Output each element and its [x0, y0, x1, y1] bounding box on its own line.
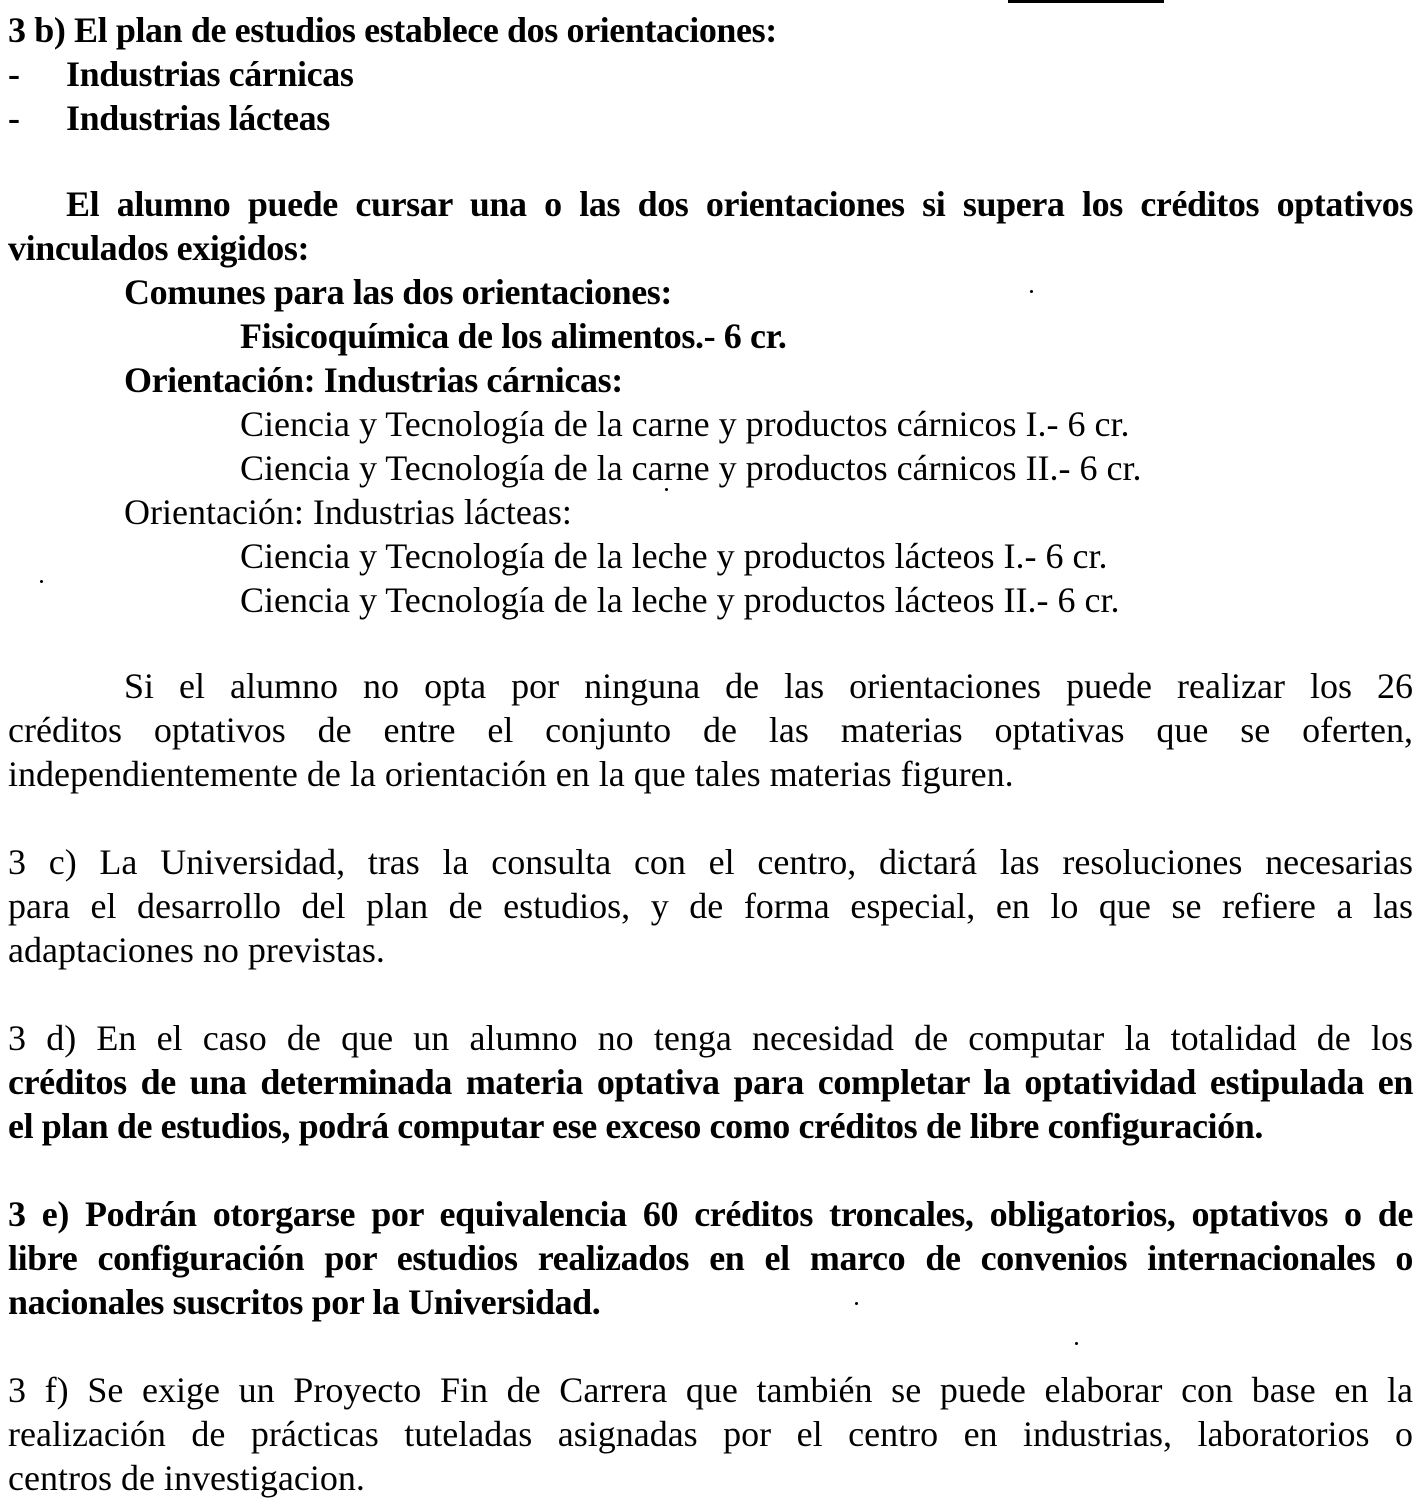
paragraph-line: independientemente de la orientación en la que tales materias figuren.: [8, 754, 1014, 794]
group-item: Fisicoquímica de los alimentos.- 6 cr.: [240, 316, 787, 356]
bullet-marker: -: [8, 54, 20, 94]
section-3e-line: 3 e) Podrán otorgarse por equivalencia 60 créditos troncales, obligatorios, optativos o de: [8, 1194, 1413, 1234]
bullet-item: [8, 52, 353, 96]
section-3d-line: 3 d) En el caso de que un alumno no tenga necesidad de computar la totalidad de los: [8, 1018, 1413, 1058]
group-item: Ciencia y Tecnología de la carne y productos cárnicos I.- 6 cr.: [240, 404, 1130, 444]
paragraph-line: vinculados exigidos:: [8, 228, 310, 268]
section-3d-line: el plan de estudios, podrá computar ese exceso como créditos de libre configuración.: [8, 1106, 1263, 1146]
paragraph-line: créditos optativos de entre el conjunto de las materias optativas que se oferten,: [8, 710, 1413, 750]
section-3b-heading: 3 b) El plan de estudios establece dos orientaciones:: [8, 10, 777, 50]
group-title: Comunes para las dos orientaciones:: [124, 272, 673, 312]
scan-speck: [1075, 1342, 1078, 1345]
bullet-text: Industrias lácteas: [66, 98, 330, 138]
paragraph-line: El alumno puede cursar una o las dos orientaciones si supera los créditos optativos: [66, 184, 1413, 224]
bullet-item: [8, 96, 330, 140]
section-3c-line: 3 c) La Universidad, tras la consulta con el centro, dictará las resoluciones necesarias: [8, 842, 1413, 882]
scan-speck: [855, 1302, 858, 1305]
section-3c-line: adaptaciones no previstas.: [8, 930, 385, 970]
group-title: Orientación: Industrias cárnicas:: [124, 360, 623, 400]
scan-speck: [40, 580, 43, 583]
section-3d-line: créditos de una determinada materia optativa para completar la optatividad estipulada en: [8, 1062, 1413, 1102]
scan-speck: [665, 488, 668, 491]
group-item: Ciencia y Tecnología de la leche y productos lácteos I.- 6 cr.: [240, 536, 1108, 576]
bullet-marker: -: [8, 98, 20, 138]
section-3f-line: 3 f) Se exige un Proyecto Fin de Carrera que también se puede elaborar con base en la: [8, 1370, 1413, 1410]
top-rule: [1008, 0, 1164, 3]
bullet-text: Industrias cárnicas: [66, 54, 354, 94]
group-item: Ciencia y Tecnología de la carne y productos cárnicos II.- 6 cr.: [240, 448, 1142, 488]
section-3f-line: realización de prácticas tuteladas asignadas por el centro en industrias, laboratorios o: [8, 1414, 1413, 1454]
section-3e-line: libre configuración por estudios realizados en el marco de convenios internacionales o: [8, 1238, 1413, 1278]
scan-speck: [1030, 290, 1033, 293]
section-3f-line: centros de investigacion.: [8, 1458, 365, 1498]
group-title: Orientación: Industrias lácteas:: [124, 492, 572, 532]
group-item: Ciencia y Tecnología de la leche y productos lácteos II.- 6 cr.: [240, 580, 1120, 620]
section-3c-line: para el desarrollo del plan de estudios, y de forma especial, en lo que se refiere a las: [8, 886, 1413, 926]
section-3e-line: nacionales suscritos por la Universidad.: [8, 1282, 601, 1322]
paragraph-line: Si el alumno no opta por ninguna de las orientaciones puede realizar los 26: [124, 666, 1413, 706]
